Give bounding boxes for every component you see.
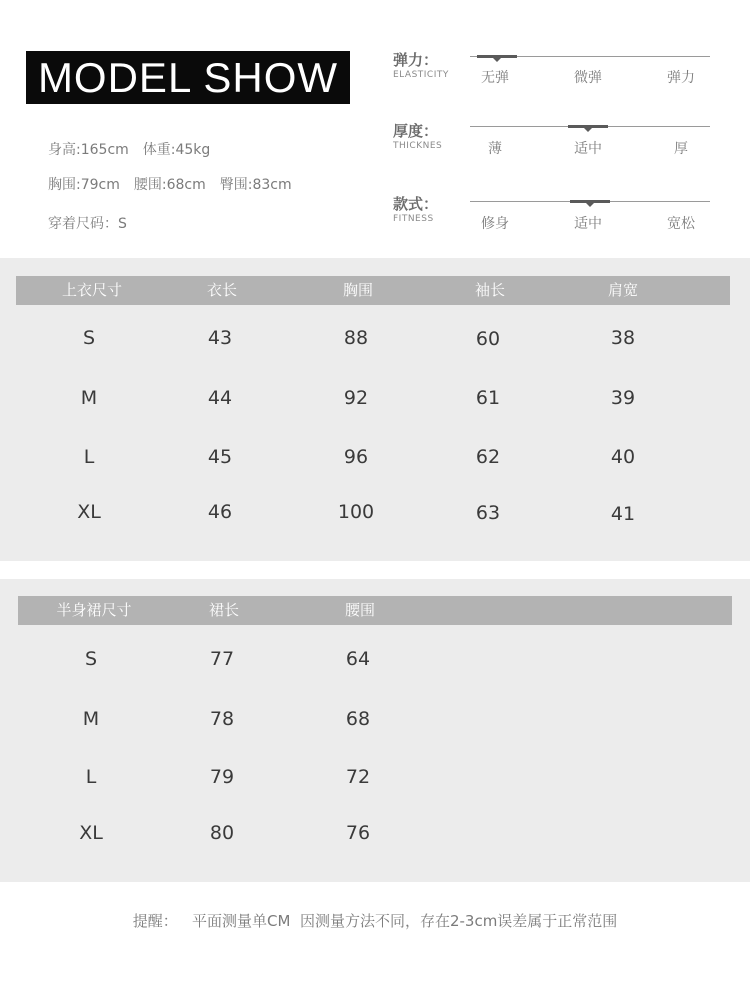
fitness-label-cn: 款式： [393, 195, 439, 213]
skirt-cell-length: 79 [209, 766, 235, 788]
top-cell-size: M [80, 387, 98, 409]
top-header-length: 衣长 [206, 281, 237, 299]
top-header-shoulder: 肩宽 [607, 281, 638, 299]
thickness-option-2: 适中 [574, 141, 602, 157]
fitness-option-1: 修身 [481, 216, 509, 232]
elasticity-label-en: ELASTICITY [393, 70, 449, 80]
skirt-cell-waist: 64 [345, 648, 371, 670]
top-cell-length: 43 [207, 327, 233, 349]
model-measure-row-2 [48, 174, 306, 194]
measurement-note: 提醒： 平面测量单CM 因测量方法不同，存在2-3cm误差属于正常范围 [132, 912, 618, 930]
top-header-sleeve: 袖长 [474, 281, 505, 299]
fitness-label-en: FITNESS [393, 214, 434, 224]
thickness-label-en: THICKNES [393, 141, 443, 151]
elasticity-label-cn: 弹力： [393, 51, 439, 69]
top-cell-shoulder: 38 [610, 327, 636, 349]
top-cell-bust: 100 [337, 501, 375, 523]
model-measure-row-1 [48, 139, 224, 159]
skirt-cell-waist: 72 [345, 766, 371, 788]
top-cell-shoulder: 39 [610, 387, 636, 409]
top-cell-sleeve: 63 [475, 502, 501, 524]
skirt-cell-size: L [85, 766, 97, 788]
thickness-option-3: 厚 [674, 141, 688, 157]
top-cell-length: 45 [207, 446, 233, 468]
top-header-bust: 胸围 [342, 281, 373, 299]
skirt-header-waist: 腰围 [344, 601, 375, 619]
elasticity-selected-marker [477, 55, 517, 58]
thickness-label [393, 122, 442, 151]
skirt-table-header [18, 596, 732, 625]
model-show-title: MODEL SHOW [26, 51, 350, 104]
top-cell-bust: 88 [343, 327, 369, 349]
skirt-cell-waist: 76 [345, 822, 371, 844]
top-cell-length: 44 [207, 387, 233, 409]
skirt-cell-waist: 68 [345, 708, 371, 730]
top-table-header [16, 276, 730, 305]
skirt-cell-length: 78 [209, 708, 235, 730]
elasticity-label [393, 51, 449, 80]
fitness-option-2: 适中 [574, 216, 602, 232]
top-cell-size: L [83, 446, 95, 468]
top-cell-length: 46 [207, 501, 233, 523]
elasticity-option-1: 无弹 [481, 70, 509, 86]
model-height: 身高:165cm [48, 142, 129, 158]
elasticity-option-2: 微弹 [574, 70, 602, 86]
model-size-worn: 穿着尺码：S [48, 216, 127, 232]
thickness-option-1: 薄 [488, 141, 502, 157]
skirt-cell-length: 80 [209, 822, 235, 844]
top-cell-sleeve: 62 [475, 446, 501, 468]
thickness-selected-marker [568, 125, 608, 128]
elasticity-option-3: 弹力 [667, 70, 695, 86]
skirt-header-length: 裙长 [208, 601, 239, 619]
top-cell-sleeve: 60 [475, 328, 501, 350]
fitness-option-3: 宽松 [667, 216, 695, 232]
top-cell-size: S [82, 327, 96, 349]
top-cell-bust: 92 [343, 387, 369, 409]
top-cell-shoulder: 41 [610, 503, 636, 525]
thickness-label-cn: 厚度： [393, 122, 439, 140]
top-cell-sleeve: 61 [475, 387, 501, 409]
skirt-cell-size: M [82, 708, 100, 730]
top-cell-bust: 96 [343, 446, 369, 468]
model-bust: 胸围:79cm [48, 177, 120, 193]
skirt-cell-length: 77 [209, 648, 235, 670]
model-weight: 体重:45kg [142, 142, 211, 158]
model-waist: 腰围:68cm [133, 177, 206, 193]
top-cell-size: XL [77, 501, 101, 523]
top-header-size: 上衣尺寸 [61, 281, 122, 299]
model-hip: 臀围:83cm [219, 177, 292, 193]
skirt-cell-size: XL [79, 822, 103, 844]
top-cell-shoulder: 40 [610, 446, 636, 468]
fitness-selected-marker [570, 200, 610, 203]
skirt-header-size: 半身裙尺寸 [56, 601, 132, 619]
fitness-label [393, 195, 438, 224]
skirt-cell-size: S [84, 648, 98, 670]
